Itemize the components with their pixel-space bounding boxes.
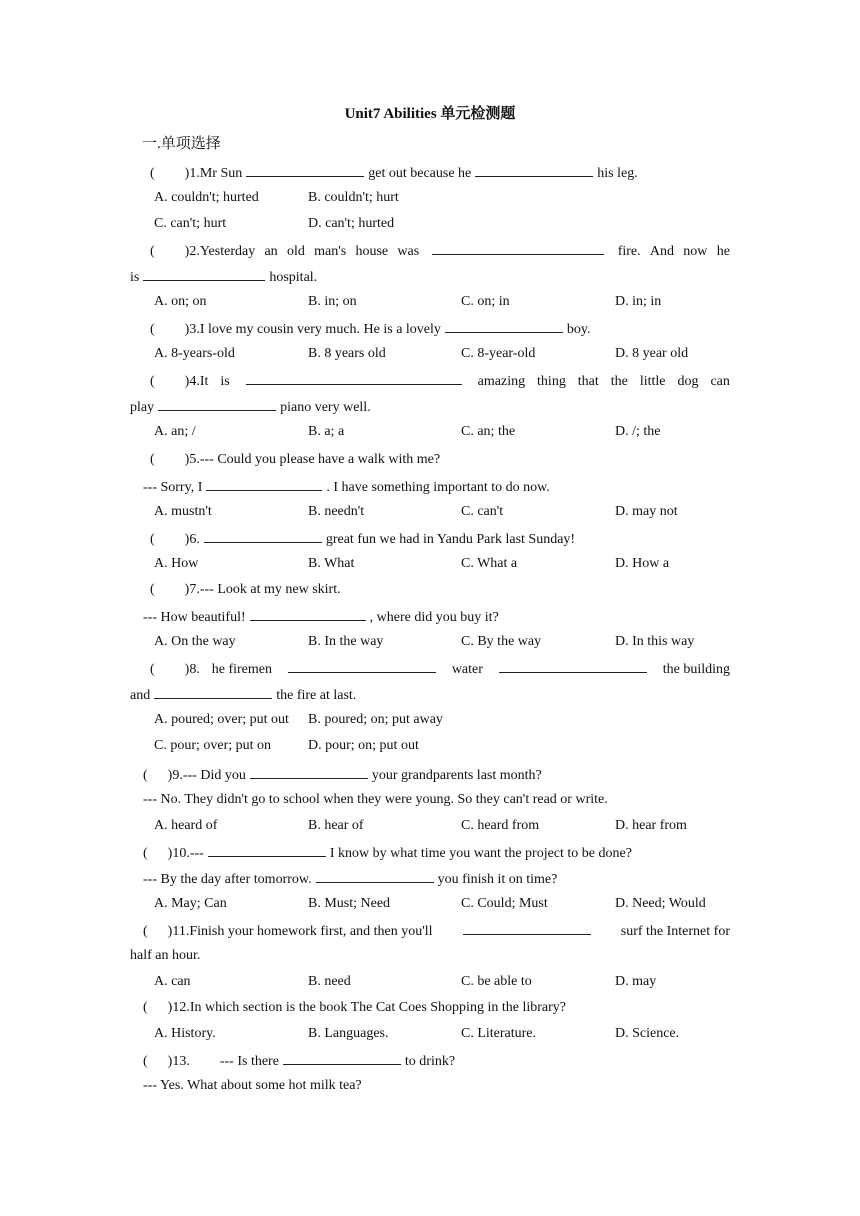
option-d[interactable]: D. Science. (615, 1026, 680, 1041)
option-b[interactable]: B. hear of (308, 818, 364, 833)
option-a[interactable]: A. can (154, 974, 191, 989)
option-b[interactable]: B. In the way (308, 634, 384, 649)
options-row (154, 554, 754, 574)
option-d[interactable]: D. pour; on; put out (308, 738, 419, 753)
option-c[interactable]: C. on; in (461, 294, 510, 309)
question-7: ( )7.--- Look at my new skirt. (150, 582, 341, 597)
option-d[interactable]: D. Need; Would (615, 896, 706, 911)
question-6: ( )6. great fun we had in Yandu Park last Sunday! (150, 528, 730, 548)
question-3: ( )3.I love my cousin very much. He is a lovely boy. (150, 318, 730, 338)
option-c[interactable]: C. an; the (461, 424, 516, 439)
option-a[interactable]: A. heard of (154, 818, 218, 833)
answer-blank[interactable] (316, 868, 434, 883)
answer-blank[interactable] (283, 1050, 401, 1065)
option-c[interactable]: C. What a (461, 556, 518, 571)
question-9-reply: --- No. They didn't go to school when they were young. So they can't read or write. (143, 792, 608, 807)
option-d[interactable]: D. can't; hurted (308, 216, 395, 231)
question-7-reply: --- How beautiful! , where did you buy it? (143, 606, 730, 626)
option-d[interactable]: D. 8 year old (615, 346, 689, 361)
option-d[interactable]: D. may not (615, 504, 678, 519)
option-a[interactable]: A. 8-years-old (154, 346, 235, 361)
answer-blank[interactable] (463, 920, 591, 935)
section-heading: 一.单项选择 (142, 136, 221, 152)
question-10-reply: --- By the day after tomorrow. you finish it on time? (143, 868, 730, 888)
options-row (154, 972, 754, 992)
option-c[interactable]: C. Could; Must (461, 896, 548, 911)
option-b[interactable]: B. needn't (308, 504, 365, 519)
option-d[interactable]: D. hear from (615, 818, 687, 833)
options-row (154, 1024, 754, 1044)
options-row (154, 422, 754, 442)
question-5-reply: --- Sorry, I . I have something important to do now. (143, 476, 730, 496)
option-c[interactable]: C. can't; hurt (154, 216, 227, 231)
answer-blank[interactable] (206, 476, 322, 491)
option-d[interactable]: D. in; in (615, 294, 662, 309)
option-d[interactable]: D. may (615, 974, 657, 989)
question-4-cont: play piano very well. (130, 396, 730, 416)
answer-blank[interactable] (250, 764, 368, 779)
answer-blank[interactable] (250, 606, 366, 621)
options-row (154, 736, 754, 756)
option-c[interactable]: C. heard from (461, 818, 540, 833)
answer-blank[interactable] (499, 658, 647, 673)
options-row (154, 344, 754, 364)
options-row (154, 816, 754, 836)
option-b[interactable]: B. couldn't; hurt (308, 190, 399, 205)
question-10: ( )10.--- I know by what time you want the project to be done? (143, 842, 730, 862)
option-a[interactable]: A. mustn't (154, 504, 212, 519)
option-c[interactable]: C. can't (461, 504, 504, 519)
option-d[interactable]: D. In this way (615, 634, 695, 649)
option-a[interactable]: A. on; on (154, 294, 207, 309)
question-8-cont: and the fire at last. (130, 684, 730, 704)
question-13-reply: --- Yes. What about some hot milk tea? (143, 1078, 362, 1093)
options-row (154, 632, 754, 652)
question-11: ( )11.Finish your homework first, and then you'll surf the Internet for (143, 920, 730, 940)
option-b[interactable]: B. What (308, 556, 355, 571)
answer-blank[interactable] (475, 162, 593, 177)
option-c[interactable]: C. By the way (461, 634, 542, 649)
option-b[interactable]: B. a; a (308, 424, 345, 439)
options-row (154, 214, 754, 234)
option-a[interactable]: A. an; / (154, 424, 196, 439)
option-b[interactable]: B. Must; Need (308, 896, 391, 911)
option-c[interactable]: C. Literature. (461, 1026, 537, 1041)
answer-blank[interactable] (288, 658, 436, 673)
option-b[interactable]: B. need (308, 974, 351, 989)
options-row (154, 710, 754, 730)
options-row (154, 292, 754, 312)
option-c[interactable]: C. be able to (461, 974, 532, 989)
question-13: ( )13. --- Is there to drink? (143, 1050, 730, 1070)
question-8: ( )8. he firemen water the building (150, 658, 730, 678)
question-2-cont: is hospital. (130, 266, 730, 286)
answer-blank[interactable] (143, 266, 265, 281)
question-9: ( )9.--- Did you your grandparents last month? (143, 764, 730, 784)
option-a[interactable]: A. poured; over; put out (154, 712, 289, 727)
option-b[interactable]: B. in; on (308, 294, 357, 309)
option-d[interactable]: D. How a (615, 556, 670, 571)
option-a[interactable]: A. May; Can (154, 896, 227, 911)
question-2: ( )2.Yesterday an old man's house was fire. And now he (150, 240, 730, 260)
answer-blank[interactable] (204, 528, 322, 543)
options-row (154, 502, 754, 522)
option-c[interactable]: C. pour; over; put on (154, 738, 272, 753)
option-b[interactable]: B. 8 years old (308, 346, 386, 361)
question-4: ( )4.It is amazing thing that the little dog can (150, 370, 730, 390)
options-row (154, 894, 754, 914)
answer-blank[interactable] (246, 370, 462, 385)
option-b[interactable]: B. Languages. (308, 1026, 389, 1041)
answer-blank[interactable] (432, 240, 604, 255)
answer-blank[interactable] (158, 396, 276, 411)
options-row (154, 188, 754, 208)
answer-blank[interactable] (445, 318, 563, 333)
option-a[interactable]: A. History. (154, 1026, 216, 1041)
question-1: ( )1.Mr Sun get out because he his leg. (150, 162, 730, 182)
option-a[interactable]: A. How (154, 556, 199, 571)
option-d[interactable]: D. /; the (615, 424, 661, 439)
answer-blank[interactable] (246, 162, 364, 177)
option-b[interactable]: B. poured; on; put away (308, 712, 443, 727)
question-5: ( )5.--- Could you please have a walk with me? (150, 452, 441, 467)
answer-blank[interactable] (154, 684, 272, 699)
option-a[interactable]: A. On the way (154, 634, 236, 649)
option-a[interactable]: A. couldn't; hurted (154, 190, 259, 205)
question-11-cont: half an hour. (130, 948, 201, 963)
question-12: ( )12.In which section is the book The Cat Coes Shopping in the library? (143, 1000, 566, 1015)
option-c[interactable]: C. 8-year-old (461, 346, 536, 361)
page-title: Unit7 Abilities 单元检测题 (344, 106, 516, 122)
answer-blank[interactable] (208, 842, 326, 857)
